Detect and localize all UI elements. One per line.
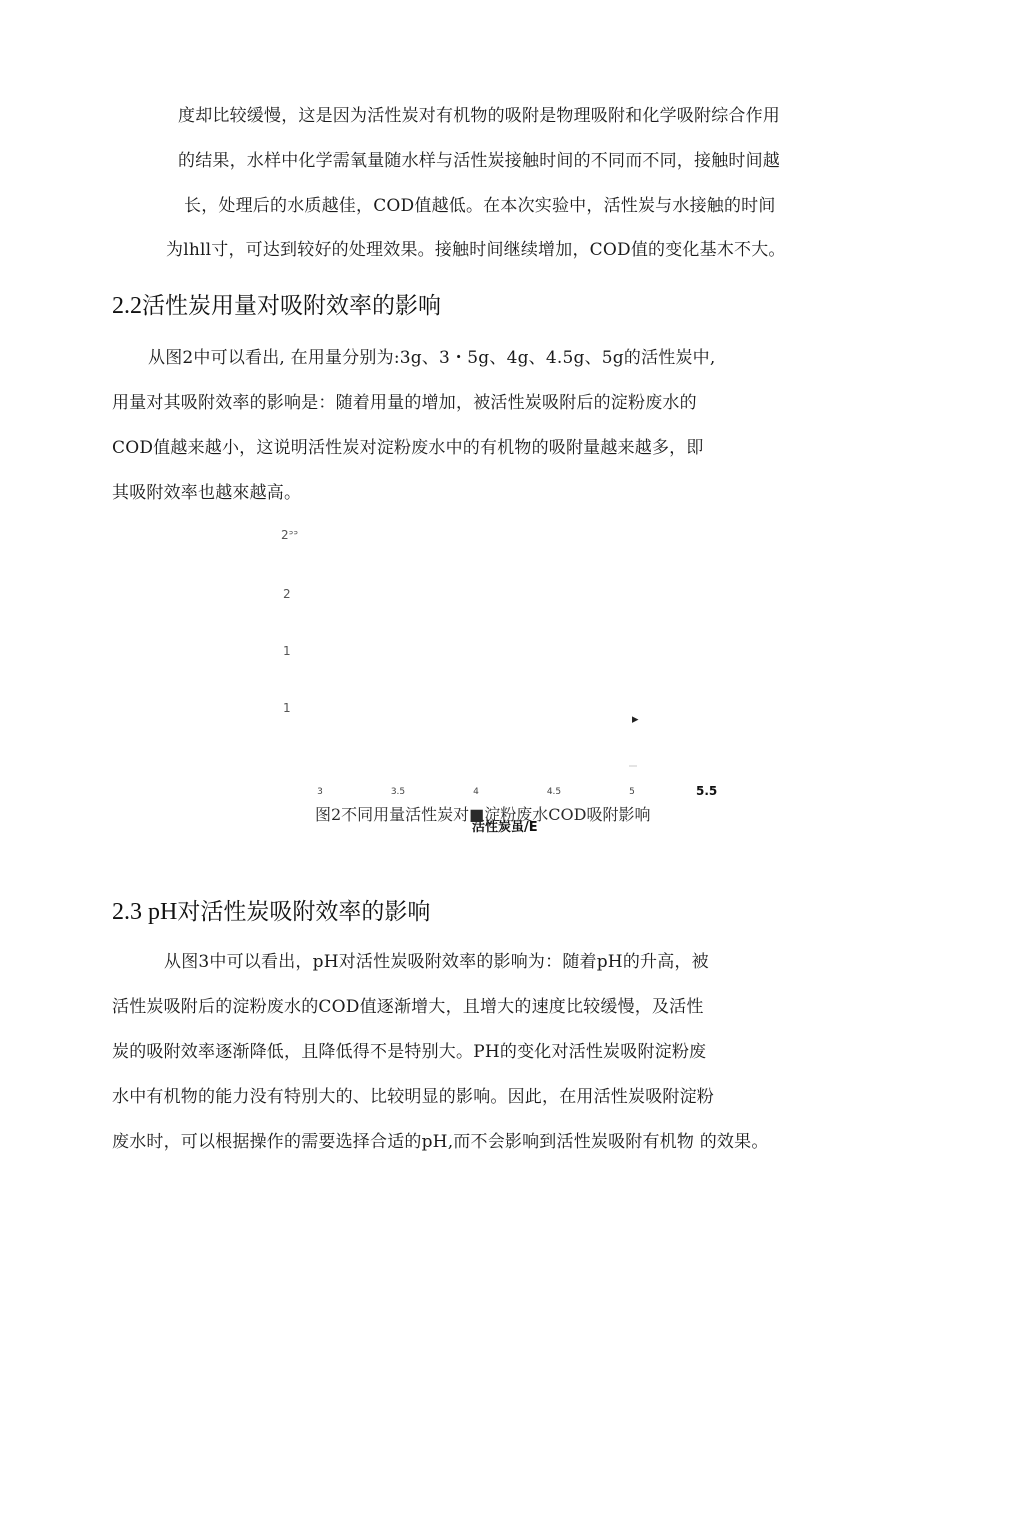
text-line: 长，处理后的水质越佳，COD值越低。在本次实验中，活性炭与水接触的时间	[184, 196, 776, 216]
y-tick-label: 1	[283, 644, 291, 658]
heading-text: 活性炭用量对吸附效率的影响	[142, 293, 441, 319]
x-tick-label: 5	[629, 787, 635, 797]
text-line: 从图3中可以看出，pH对活性炭吸附效率的影响为：随着pH的升高，被	[164, 952, 709, 972]
section-heading-2-2	[112, 292, 441, 320]
figure-caption: 图2不同用量活性炭对■淀粉废水COD吸附影响	[315, 805, 651, 824]
text-line: COD值越来越小，这说明活性炭对淀粉废水中的有机物的吸附量越来越多，即	[112, 438, 704, 458]
x-tick-label: 3.5	[390, 787, 406, 797]
x-tick-label: 4.5	[546, 787, 562, 797]
x-axis-label: 活性炭虽/E	[472, 820, 538, 835]
x-tick-label: 4	[473, 787, 479, 797]
heading-number: 2.3 pH	[112, 899, 178, 925]
text-line: 活性炭吸附后的淀粉废水的COD值逐渐增大，且增大的速度比较缓慢，及活性	[112, 997, 704, 1017]
text-line: 用量对其吸附效率的影响是：随着用量的增加，被活性炭吸附后的淀粉废水的	[112, 393, 697, 413]
text-line: 的结果，水样中化学需氧量随水样与活性炭接触时间的不同而不同，接触时间越	[178, 151, 780, 171]
section-heading-2-3	[112, 898, 430, 926]
x-tick-label: 3	[317, 787, 323, 797]
text-line: 为lhll寸，可达到较好的处理效果。接触时间继续增加，COD值的变化基木不大。	[166, 240, 786, 260]
y-tick-label: 2	[283, 587, 291, 601]
y-tick-label: 2ᐣᐣ	[281, 528, 299, 542]
text-line: 度却比较缓慢，这是因为活性炭对有机物的吸附是物理吸附和化学吸附综合作用	[178, 106, 780, 126]
text-line: 水中有机物的能力没有特別大的、比较明显的影响。因此，在用活性炭吸附淀粉	[112, 1087, 714, 1107]
x-tick-label-bold: 5.5	[696, 784, 718, 798]
text-line: 炭的吸附效率逐渐降低，且降低得不是特别大。PH的变化对活性炭吸附淀粉废	[112, 1042, 707, 1062]
data-point-marker: ▸	[632, 712, 639, 727]
heading-text: 对活性炭吸附效率的影响	[177, 899, 431, 925]
text-line: 废水时，可以根据操作的需要选择合适的pH,而不会影响到活性炭吸附有机物 的效果。	[112, 1132, 769, 1152]
y-tick-label: 1	[283, 701, 291, 715]
text-line: 从图2中可以看出, 在用量分别为:3g、3・5g、4g、4.5g、5g的活性炭中,	[148, 348, 716, 368]
heading-number: 2.2	[112, 293, 142, 319]
text-line: 其吸附效率也越來越高。	[112, 483, 302, 503]
